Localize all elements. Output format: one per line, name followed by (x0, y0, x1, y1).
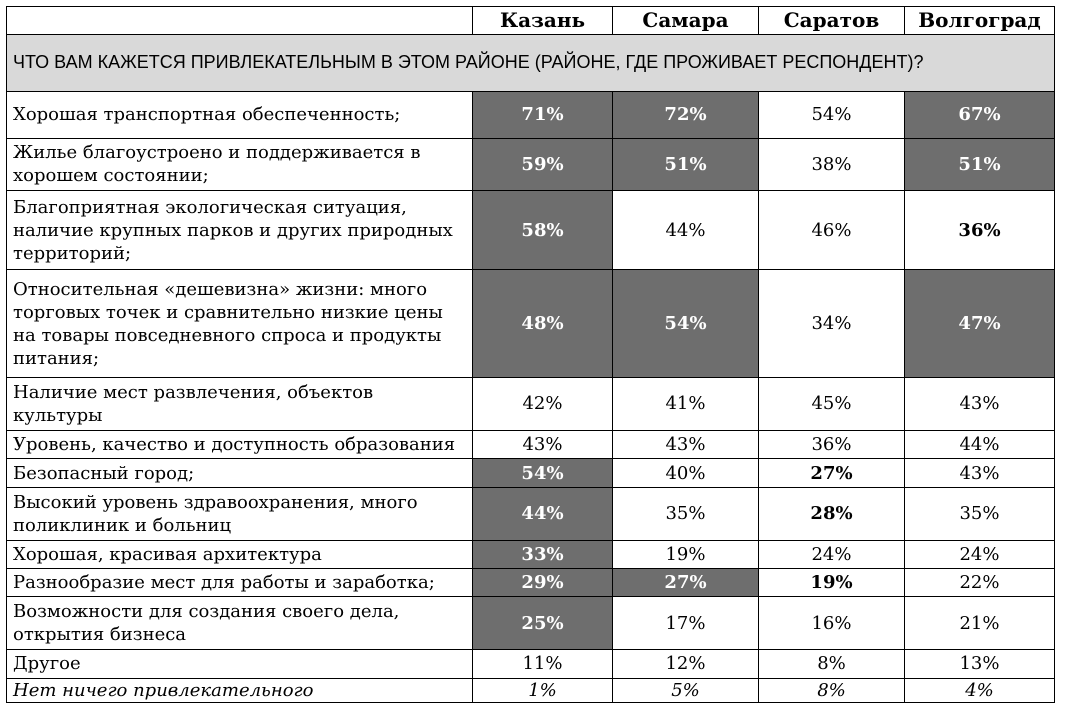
value-cell-volgograd: 36% (905, 191, 1055, 270)
row-label: Нет ничего привлекательного (7, 678, 473, 702)
row-label: Разнообразие мест для работы и заработка; (7, 568, 473, 596)
table-row (7, 191, 1055, 270)
value-cell-kazan: 58% (473, 191, 613, 270)
value-cell-saratov: 36% (759, 430, 905, 458)
value-cell-saratov: 16% (759, 597, 905, 650)
row-label: Наличие мест развлечения, объектов культуры (7, 378, 473, 431)
value-cell-saratov: 38% (759, 138, 905, 191)
value-cell-samara: 44% (613, 191, 759, 270)
row-label: Хорошая транспортная обеспеченность; (7, 91, 473, 138)
value-cell-kazan: 1% (473, 678, 613, 702)
row-label: Возможности для создания своего дела, открытия бизнеса (7, 597, 473, 650)
header-row (7, 7, 1055, 35)
value-cell-samara: 40% (613, 459, 759, 487)
value-cell-saratov: 45% (759, 378, 905, 431)
value-cell-saratov: 54% (759, 91, 905, 138)
column-header-volgograd: Волгоград (905, 7, 1055, 35)
value-cell-volgograd: 22% (905, 568, 1055, 596)
value-cell-kazan: 33% (473, 540, 613, 568)
row-label: Уровень, качество и доступность образования (7, 430, 473, 458)
value-cell-saratov: 27% (759, 459, 905, 487)
value-cell-volgograd: 13% (905, 650, 1055, 678)
value-cell-volgograd: 24% (905, 540, 1055, 568)
value-cell-saratov: 46% (759, 191, 905, 270)
column-header-saratov: Саратов (759, 7, 905, 35)
value-cell-kazan: 44% (473, 487, 613, 540)
value-cell-saratov: 8% (759, 678, 905, 702)
value-cell-samara: 17% (613, 597, 759, 650)
value-cell-saratov: 19% (759, 568, 905, 596)
value-cell-samara: 35% (613, 487, 759, 540)
value-cell-volgograd: 47% (905, 270, 1055, 378)
row-label: Высокий уровень здравоохранения, много поликлиник и больниц (7, 487, 473, 540)
value-cell-samara: 12% (613, 650, 759, 678)
question-row (7, 35, 1055, 92)
table-row (7, 597, 1055, 650)
value-cell-samara: 27% (613, 568, 759, 596)
table-row (7, 678, 1055, 702)
value-cell-saratov: 24% (759, 540, 905, 568)
value-cell-samara: 41% (613, 378, 759, 431)
value-cell-volgograd: 35% (905, 487, 1055, 540)
value-cell-kazan: 29% (473, 568, 613, 596)
value-cell-samara: 19% (613, 540, 759, 568)
table-row (7, 459, 1055, 487)
row-label: Относительная «дешевизна» жизни: много торговых точек и сравнительно низкие цены на товары повседневного спроса и продукты питания; (7, 270, 473, 378)
column-header-samara: Самара (613, 7, 759, 35)
value-cell-samara: 72% (613, 91, 759, 138)
table-row (7, 540, 1055, 568)
value-cell-volgograd: 67% (905, 91, 1055, 138)
table-body (7, 35, 1055, 703)
value-cell-samara: 43% (613, 430, 759, 458)
value-cell-kazan: 43% (473, 430, 613, 458)
value-cell-saratov: 8% (759, 650, 905, 678)
row-label: Другое (7, 650, 473, 678)
value-cell-volgograd: 51% (905, 138, 1055, 191)
value-cell-samara: 51% (613, 138, 759, 191)
value-cell-saratov: 34% (759, 270, 905, 378)
table-row (7, 487, 1055, 540)
table-row (7, 270, 1055, 378)
value-cell-kazan: 42% (473, 378, 613, 431)
survey-table (6, 6, 1055, 703)
value-cell-volgograd: 43% (905, 378, 1055, 431)
table-row (7, 378, 1055, 431)
value-cell-samara: 5% (613, 678, 759, 702)
column-header-kazan: Казань (473, 7, 613, 35)
question-text: ЧТО ВАМ КАЖЕТСЯ ПРИВЛЕКАТЕЛЬНЫМ В ЭТОМ РАЙОНЕ (РАЙОНЕ, ГДЕ ПРОЖИВАЕТ РЕСПОНДЕНТ)? (7, 35, 1055, 92)
row-label: Жилье благоустроено и поддерживается в хорошем состоянии; (7, 138, 473, 191)
table-row (7, 430, 1055, 458)
row-label: Хорошая, красивая архитектура (7, 540, 473, 568)
value-cell-volgograd: 44% (905, 430, 1055, 458)
row-label: Благоприятная экологическая ситуация, наличие крупных парков и других природных территорий; (7, 191, 473, 270)
table-row (7, 568, 1055, 596)
value-cell-volgograd: 43% (905, 459, 1055, 487)
value-cell-kazan: 54% (473, 459, 613, 487)
table-row (7, 650, 1055, 678)
value-cell-kazan: 25% (473, 597, 613, 650)
value-cell-samara: 54% (613, 270, 759, 378)
value-cell-kazan: 48% (473, 270, 613, 378)
corner-cell (7, 7, 473, 35)
table-row (7, 91, 1055, 138)
row-label: Безопасный город; (7, 459, 473, 487)
value-cell-kazan: 11% (473, 650, 613, 678)
value-cell-volgograd: 21% (905, 597, 1055, 650)
table-row (7, 138, 1055, 191)
value-cell-kazan: 71% (473, 91, 613, 138)
value-cell-saratov: 28% (759, 487, 905, 540)
value-cell-kazan: 59% (473, 138, 613, 191)
value-cell-volgograd: 4% (905, 678, 1055, 702)
